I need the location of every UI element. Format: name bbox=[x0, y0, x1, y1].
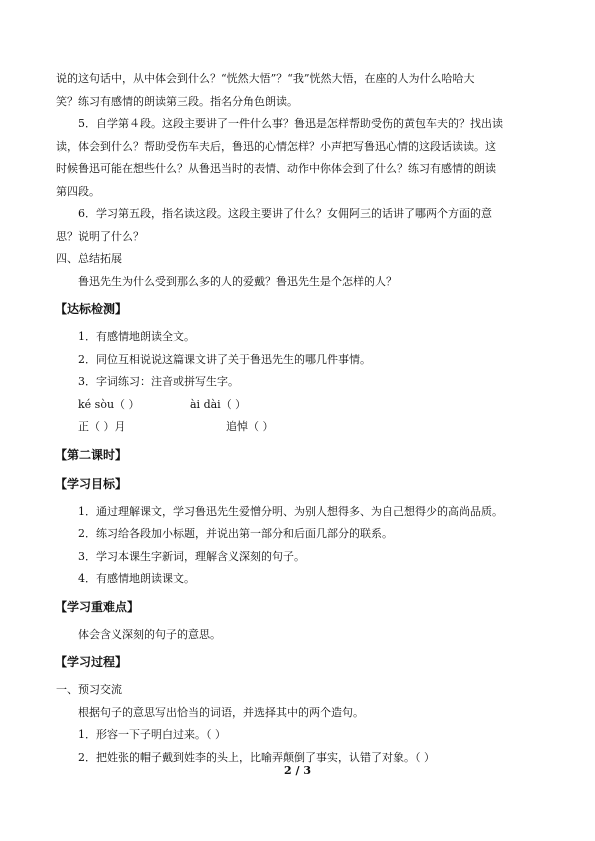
character-blank: 正（ ）月 bbox=[78, 420, 126, 433]
list-item: 2．同位互相说说这篇课文讲了关于鲁迅先生的哪几件事情。 bbox=[78, 352, 371, 366]
list-item: 2．练习给各段加小标题，并说出第一部分和后面几部分的联系。 bbox=[78, 527, 393, 540]
page-number: 2 / 3 bbox=[284, 764, 311, 777]
document-body bbox=[56, 68, 541, 769]
pinyin-row bbox=[56, 394, 541, 417]
list-item: 3．字词练习：注音或拼写生字。 bbox=[78, 375, 239, 388]
text-line: 笑？练习有感情的朗读第三段。指名分角色朗读。 bbox=[56, 94, 298, 108]
pinyin-blank: ài dài（ ） bbox=[190, 397, 247, 411]
heading-dabiao: 【达标检测】 bbox=[55, 302, 128, 316]
text-line: 6．学习第五段，指名读这段。这段主要讲了什么？女佣阿三的话讲了哪两个方面的意 bbox=[78, 207, 492, 220]
text-line: 读，体会到什么？帮助受伤车夫后，鲁迅的心情怎样？小声把写鲁迅心情的这段话读读。这 bbox=[56, 139, 496, 153]
text-line: 说的这句话中，从中体会到什么？“恍然大悟”？“我”恍然大悟，在座的人为什么哈哈大 bbox=[56, 72, 475, 85]
heading-process: 【学习过程】 bbox=[55, 655, 128, 669]
text-line: 体会含义深刻的句子的意思。 bbox=[78, 627, 221, 641]
section-heading: 四、总结拓展 bbox=[56, 252, 122, 265]
text-line: 鲁迅先生为什么受到那么多的人的爱戴？鲁迅先生是个怎样的人？ bbox=[78, 274, 397, 288]
section-heading: 一、预习交流 bbox=[56, 683, 122, 696]
list-item: 4．有感情地朗读课文。 bbox=[78, 572, 195, 585]
text-line: 时候鲁迅可能在想些什么？从鲁迅当时的表情、动作中你体会到了什么？练习有感情的朗读 bbox=[56, 162, 496, 175]
heading-second-lesson: 【第二课时】 bbox=[55, 447, 128, 462]
text-line: 思？说明了什么？ bbox=[56, 229, 144, 243]
list-item: 3．学习本课生字新词，理解含义深刻的句子。 bbox=[78, 549, 305, 563]
list-item: 1．通过理解课文，学习鲁迅先生爱憎分明、为别人想得多、为自己想得少的高尚品质。 bbox=[78, 504, 503, 518]
text-line: 5．自学第４段。这段主要讲了一件什么事？鲁迅是怎样帮助受伤的黄包车夫的？找出读 bbox=[78, 117, 503, 130]
list-item: 1．形容一下子明白过来。（ ） bbox=[78, 728, 226, 741]
text-line: 第四段。 bbox=[56, 184, 100, 198]
character-blank: 追悼（ ） bbox=[226, 420, 274, 433]
pinyin-blank: ké sòu（ ） bbox=[78, 397, 140, 411]
heading-key-points: 【学习重难点】 bbox=[55, 599, 140, 614]
list-item: 2．把姓张的帽子戴到姓李的头上，比喻弄颠倒了事实，认错了对象。（ ） bbox=[78, 750, 435, 764]
text-line: 根据句子的意思写出恰当的词语，并选择其中的两个造句。 bbox=[78, 705, 364, 719]
list-item: 1．有感情地朗读全文。 bbox=[78, 330, 195, 343]
heading-goals: 【学习目标】 bbox=[55, 476, 128, 491]
character-row bbox=[56, 416, 541, 439]
